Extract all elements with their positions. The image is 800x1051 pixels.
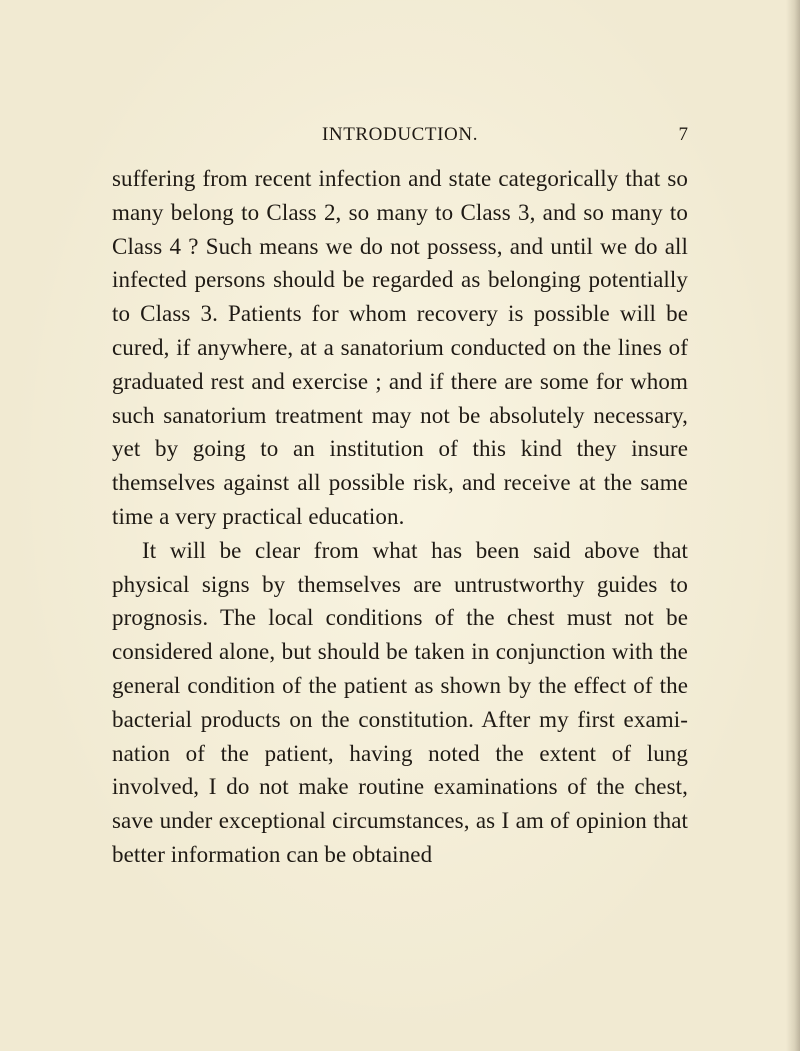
page-header xyxy=(112,121,688,149)
paragraph-prognosis: It will be clear from what has been said above that physical signs by themselves are untrustworthy guides to prognosis. The local conditions of the chest must not be considered alone, but should be taken in conjunction with the general condition of the patient as shown by the effect of the bacterial products on the constitution. After my first exami-nation of the patient, having noted the extent of lung involved, I do not make routine examinations of the chest, save under exceptional circumstances, as I am of opinion that better information can be obtained xyxy=(112,537,688,867)
paragraph-continued: suffering from recent infection and state categorically that so many belong to Class 2, so many to Class 3, and so many to Class 4 ? Such means we do not possess, and until we do all infected persons should be regarded as belonging potentially to Class 3. Patients for whom recovery is possible will be cured, if anywhere, at a sanatorium conducted on the lines of graduated rest and exercise ; and if there are some for whom such sanatorium treatment may not be absolutely necessary, yet by going to an institution of this kind they insure themselves against all possible risk, and receive at the same time a very practical education. xyxy=(112,166,688,529)
page-number: 7 xyxy=(678,124,688,145)
body-text xyxy=(112,162,688,872)
running-head: INTRODUCTION. xyxy=(321,124,479,145)
page-edge-shadow xyxy=(786,0,800,1051)
